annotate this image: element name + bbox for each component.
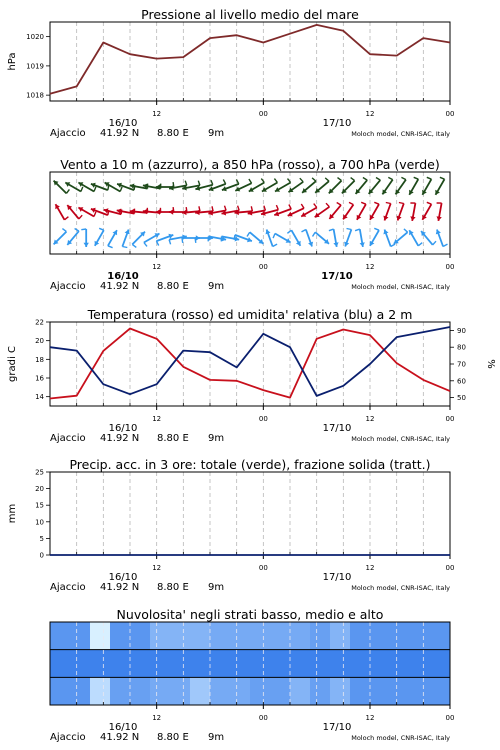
wind-arrow-700-hPa (369, 178, 381, 194)
wind-arrow-10-m (122, 230, 129, 248)
location-name: Ajaccio (50, 582, 86, 593)
wind-barb (195, 238, 196, 243)
wind-arrow-700-hPa (289, 178, 304, 192)
date-label: 16/10 (108, 722, 138, 733)
wind-barb (144, 243, 147, 247)
wind-barb (300, 178, 303, 182)
cloud-cell-medio (90, 650, 110, 678)
plot-border (50, 472, 450, 555)
wind-barb (81, 187, 83, 192)
wind-arrow-700-hPa (329, 178, 342, 194)
time-tick-label: 12 (365, 263, 375, 271)
wind-barb (81, 229, 86, 230)
wind-arrow-850-hPa (67, 205, 82, 219)
wind-barb (182, 238, 183, 243)
wind-barb (225, 206, 227, 211)
wind-arrow-850-hPa (55, 204, 68, 220)
y-tick-label: 1019 (26, 62, 44, 71)
wind-arrow-850-hPa (357, 202, 366, 220)
wind-barb (238, 206, 240, 211)
location-elev: 9m (208, 433, 225, 444)
time-tick-label: 12 (365, 415, 375, 423)
cloud-cell-basso (130, 677, 150, 705)
cloud-cell-medio (130, 650, 150, 678)
cloud-cell-basso (110, 677, 130, 705)
cloud-cell-alto (410, 622, 430, 650)
wind-arrow-10-m (302, 230, 314, 247)
time-tick-label: 00 (445, 564, 455, 572)
model-credit: Moloch model, CNR-ISAC, Italy (351, 283, 450, 291)
wind-head (182, 210, 186, 215)
cloud-cell-basso (50, 677, 70, 705)
wind-arrow-700-hPa (262, 179, 278, 192)
panel-4-footer (50, 714, 454, 743)
wind-head (195, 210, 199, 215)
cloud-cell-medio (250, 650, 270, 678)
wind-arrow-10-m (132, 232, 145, 248)
cloud-cell-basso (190, 677, 210, 705)
wind-barb (401, 177, 406, 179)
panel-2-frame (50, 322, 450, 410)
wind-barb (223, 180, 225, 184)
wind-barb (169, 240, 171, 245)
cloud-cell-alto (290, 622, 310, 650)
y-axis-label: hPa (7, 52, 18, 71)
cloud-cell-alto (90, 622, 110, 650)
cloud-cell-medio (310, 650, 330, 678)
date-label: 17/10 (322, 722, 352, 733)
cloud-cell-basso (330, 677, 350, 705)
wind-arrow-10-m (394, 229, 408, 244)
wind-arrow-700-hPa (435, 177, 444, 195)
wind-barb (79, 215, 82, 219)
wind-arrow-10-m (313, 232, 330, 244)
wind-arrow-850-hPa (383, 203, 390, 221)
time-tick-label: 12 (152, 110, 162, 118)
cloud-cell-basso (410, 677, 430, 705)
y-tick-label: 10 (35, 518, 44, 527)
panel-1-footer (50, 263, 454, 292)
wind-barb (443, 244, 447, 246)
wind-barb (337, 203, 341, 206)
time-tick-label: 12 (365, 714, 375, 722)
wind-barb (326, 203, 329, 207)
y-tick-label-right: 90 (457, 326, 466, 335)
y-tick-label: 0 (39, 551, 44, 560)
cloud-cell-alto (430, 622, 450, 650)
wind-barb (363, 178, 367, 181)
wind-arrow-10-m (344, 229, 351, 247)
wind-barb (234, 235, 235, 240)
wind-arrow-700-hPa (409, 177, 418, 195)
wind-barb (349, 202, 353, 204)
cloud-cell-basso (230, 677, 250, 705)
wind-barb (404, 229, 408, 232)
y-tick-label: 1018 (26, 91, 44, 100)
wind-barb (399, 203, 404, 204)
date-label: 16/10 (108, 423, 138, 434)
cloud-cell-alto (230, 622, 250, 650)
cloud-cell-basso (370, 677, 390, 705)
panel-3-footer (50, 564, 454, 593)
wind-barb (347, 229, 352, 230)
chart-title: Vento a 10 m (azzurro), a 850 hPa (rosso), a 700 hPa (verde) (60, 157, 440, 172)
wind-barb (276, 205, 278, 210)
time-tick-label: 00 (445, 263, 455, 271)
cloud-cell-alto (150, 622, 170, 650)
cloud-cell-alto (310, 622, 330, 650)
wind-arrow-700-hPa (356, 178, 368, 194)
wind-barb (198, 181, 200, 186)
wind-arrow-850-hPa (370, 202, 379, 220)
location-lat: 41.92 N (100, 433, 140, 444)
wind-barb (313, 232, 316, 236)
date-label: 16/10 (108, 118, 138, 129)
wind-arrow-10-m (355, 229, 365, 247)
y-tick-label: 5 (39, 534, 44, 543)
y-tick-label-right: 50 (457, 394, 466, 403)
location-elev: 9m (208, 582, 225, 593)
wind-barb (249, 179, 252, 183)
y-axis-label: gradi C (7, 346, 18, 382)
wind-barb (186, 207, 187, 212)
cloud-cell-basso (70, 677, 90, 705)
wind-barb (65, 217, 69, 220)
location-elev: 9m (208, 732, 225, 743)
wind-arrow-10-m (436, 230, 448, 247)
date-label: 16/10 (108, 572, 138, 583)
cloud-cell-basso (310, 677, 330, 705)
wind-barb (122, 247, 127, 248)
wind-barb (287, 230, 291, 233)
cloud-cell-basso (270, 677, 290, 705)
y-axis-label-right: % (485, 359, 496, 369)
location-name: Ajaccio (50, 281, 86, 292)
cloud-cell-medio (70, 650, 90, 678)
wind-barb (391, 244, 395, 246)
cloud-cell-basso (250, 677, 270, 705)
time-tick-label: 00 (258, 564, 268, 572)
time-tick-label: 00 (445, 714, 455, 722)
y-tick-label: 20 (35, 337, 44, 346)
series-line-0 (50, 329, 450, 399)
cloud-cell-alto (270, 622, 290, 650)
cloud-cell-basso (210, 677, 230, 705)
time-tick-label: 12 (365, 564, 375, 572)
wind-barb (351, 178, 355, 181)
plot-border (50, 22, 450, 101)
cloud-cell-medio (410, 650, 430, 678)
wind-arrow-10-m (81, 229, 89, 247)
wind-arrow-700-hPa (382, 177, 392, 194)
wind-barb (374, 202, 379, 204)
date-label: 16/10 (107, 271, 139, 282)
wind-barb (273, 234, 275, 239)
chart-title: Pressione al livello medio del mare (141, 7, 359, 22)
cloud-cell-alto (170, 622, 190, 650)
y-tick-label: 1020 (26, 33, 44, 42)
cloud-cell-alto (210, 622, 230, 650)
cloud-cell-alto (370, 622, 390, 650)
time-tick-label: 00 (258, 415, 268, 423)
location-lat: 41.92 N (100, 281, 140, 292)
wind-barb (388, 177, 392, 179)
chart-title: Precip. acc. in 3 ore: totale (verde), frazione solida (tratt.) (69, 457, 431, 472)
cloud-cell-medio (170, 650, 190, 678)
cloud-cell-basso (390, 677, 410, 705)
wind-arrow-700-hPa (249, 179, 264, 192)
wind-barb (211, 180, 213, 185)
cloud-cell-alto (330, 622, 350, 650)
wind-arrow-700-hPa (302, 178, 316, 193)
cloud-cell-medio (190, 650, 210, 678)
location-lon: 8.80 E (157, 582, 189, 593)
cloud-cell-medio (330, 650, 350, 678)
wind-barb (314, 204, 317, 208)
wind-barb (325, 178, 329, 181)
plot-border (50, 322, 450, 406)
chart-title: Nuvolosita' negli strati basso, medio e alto (116, 607, 384, 622)
location-elev: 9m (208, 128, 225, 139)
wind-arrow-850-hPa (422, 202, 431, 220)
y-axis-label: mm (7, 503, 18, 524)
cloud-cell-medio (50, 650, 70, 678)
wind-barb (94, 212, 96, 217)
location-name: Ajaccio (50, 433, 86, 444)
wind-barb (185, 181, 187, 186)
wind-barb (66, 189, 69, 193)
wind-barb (94, 187, 96, 192)
time-tick-label: 00 (258, 714, 268, 722)
y-tick-label: 25 (35, 468, 44, 477)
wind-arrow-10-m (409, 230, 422, 246)
wind-arrow-10-m (329, 229, 339, 247)
panel-3-frame (50, 472, 450, 559)
cloud-cell-medio (210, 650, 230, 678)
model-credit: Moloch model, CNR-ISAC, Italy (351, 130, 450, 138)
y-tick-label-right: 80 (457, 343, 466, 352)
cloud-cell-alto (390, 622, 410, 650)
y-tick-label: 16 (35, 374, 44, 383)
location-name: Ajaccio (50, 732, 86, 743)
wind-barb (355, 229, 360, 231)
date-label: 17/10 (322, 572, 352, 583)
wind-head (84, 243, 89, 247)
location-lon: 8.80 E (157, 128, 189, 139)
cloud-cell-basso (150, 677, 170, 705)
cloud-cell-medio (270, 650, 290, 678)
location-elev: 9m (208, 281, 225, 292)
date-label: 17/10 (322, 118, 352, 129)
location-lat: 41.92 N (100, 128, 140, 139)
location-lon: 8.80 E (157, 433, 189, 444)
wind-arrow-10-m (383, 230, 395, 247)
y-tick-label: 14 (35, 393, 44, 402)
wind-barb (414, 177, 419, 179)
wind-arrow-10-m (144, 233, 160, 246)
time-tick-label: 12 (365, 110, 375, 118)
wind-barb (374, 228, 379, 230)
wind-head (143, 209, 147, 214)
wind-barb (62, 229, 66, 232)
time-tick-label: 12 (152, 415, 162, 423)
panel-2-footer (50, 415, 454, 444)
cloud-cell-medio (150, 650, 170, 678)
cloud-cell-medio (230, 650, 250, 678)
cloud-cell-basso (430, 677, 450, 705)
wind-arrow-10-m (54, 229, 67, 245)
wind-barb (376, 178, 380, 181)
model-credit: Moloch model, CNR-ISAC, Italy (351, 435, 450, 443)
wind-arrow-850-hPa (437, 203, 442, 221)
wind-head (169, 209, 173, 214)
wind-arrow-10-m (108, 230, 117, 248)
wind-barb (427, 202, 432, 204)
model-credit: Moloch model, CNR-ISAC, Italy (351, 734, 450, 742)
date-label: 17/10 (321, 271, 353, 282)
wind-arrow-850-hPa (329, 203, 341, 219)
time-tick-label: 12 (152, 714, 162, 722)
cloud-cell-medio (290, 650, 310, 678)
location-lon: 8.80 E (157, 281, 189, 292)
wind-arrow-850-hPa (343, 202, 353, 219)
cloud-cell-medio (350, 650, 370, 678)
wind-arrow-700-hPa (315, 178, 329, 193)
panel-0-frame (50, 22, 450, 105)
wind-barb (264, 206, 266, 211)
y-tick-label: 20 (35, 485, 44, 494)
wind-barb (338, 178, 342, 181)
time-tick-label: 12 (152, 564, 162, 572)
y-tick-label: 18 (35, 355, 44, 364)
y-tick-label-right: 60 (457, 377, 466, 386)
wind-barb (108, 246, 113, 248)
wind-barb (433, 241, 436, 245)
panel-0-footer (50, 110, 454, 139)
wind-barb (302, 230, 306, 232)
cloud-cell-alto (70, 622, 90, 650)
wind-barb (108, 185, 109, 190)
cloud-cell-basso (90, 677, 110, 705)
wind-arrow-10-m (273, 234, 291, 243)
wind-barb (247, 232, 250, 236)
cloud-cell-basso (350, 677, 370, 705)
cloud-cell-medio (390, 650, 410, 678)
cloud-cell-alto (110, 622, 130, 650)
time-tick-label: 00 (445, 415, 455, 423)
location-lon: 8.80 E (157, 732, 189, 743)
cloud-cell-basso (290, 677, 310, 705)
wind-barb (440, 177, 445, 179)
cloud-cell-alto (250, 622, 270, 650)
time-tick-label: 12 (152, 263, 162, 271)
wind-arrow-10-m (67, 229, 79, 245)
time-tick-label: 00 (258, 110, 268, 118)
time-tick-label: 00 (445, 110, 455, 118)
wind-barb (120, 187, 122, 192)
wind-barb (301, 204, 304, 208)
location-lat: 41.92 N (100, 582, 140, 593)
wind-arrow-10-m (95, 228, 104, 246)
wind-arrow-10-m (266, 230, 278, 247)
wind-arrow-700-hPa (342, 178, 355, 194)
wind-barb (386, 203, 391, 204)
cloud-cell-medio (110, 650, 130, 678)
cloud-cell-alto (130, 622, 150, 650)
wind-barb (261, 179, 264, 183)
cloud-cell-alto (350, 622, 370, 650)
wind-barb (274, 179, 277, 183)
cloud-cell-alto (50, 622, 70, 650)
y-tick-label-right: 70 (457, 360, 466, 369)
cloud-cell-medio (430, 650, 450, 678)
wind-barb (418, 243, 422, 246)
wind-barb (132, 244, 136, 247)
location-lat: 41.92 N (100, 732, 140, 743)
y-tick-label: 15 (35, 501, 44, 510)
wind-arrow-850-hPa (410, 203, 415, 221)
cloud-cell-basso (170, 677, 190, 705)
chart-title: Temperatura (rosso) ed umidita' relativa (blu) a 2 m (87, 307, 413, 322)
wind-barb (329, 229, 334, 231)
wind-arrow-700-hPa (275, 179, 291, 192)
model-credit: Moloch model, CNR-ISAC, Italy (351, 584, 450, 592)
date-label: 17/10 (322, 423, 352, 434)
cloud-cell-medio (370, 650, 390, 678)
y-tick-label: 22 (35, 318, 44, 327)
wind-barb (273, 244, 277, 246)
wind-arrow-10-m (370, 228, 379, 246)
wind-barb (361, 202, 366, 204)
wind-barb (312, 178, 316, 181)
cloud-cell-alto (190, 622, 210, 650)
location-name: Ajaccio (50, 128, 86, 139)
wind-barb (173, 182, 174, 187)
wind-barb (427, 177, 432, 179)
wind-arrow-850-hPa (301, 204, 317, 217)
series-line-0 (50, 25, 450, 94)
time-tick-label: 00 (258, 263, 268, 271)
wind-arrow-850-hPa (397, 203, 404, 221)
wind-arrow-10-m (287, 230, 300, 246)
